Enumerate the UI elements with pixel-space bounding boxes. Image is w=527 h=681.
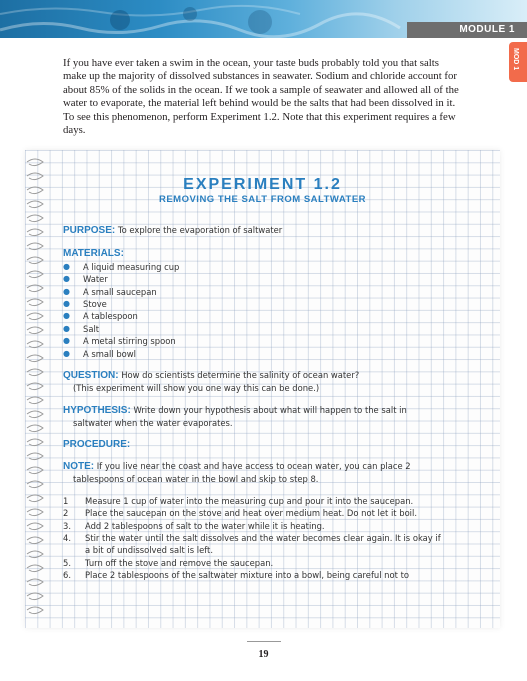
question-text: How do scientists determine the salinity of ocean water? — [118, 369, 360, 380]
module-label: MODULE 1 — [459, 24, 515, 35]
question-note: (This experiment will show you one way this can be done.) — [73, 383, 320, 394]
material-item — [63, 261, 473, 273]
step-text: Stir the water until the salt dissolves and the water becomes clear again. It is okay if — [85, 533, 441, 543]
hypothesis-label: HYPOTHESIS: — [63, 404, 131, 416]
intro-paragraph: If you have ever taken a swim in the ocean, your taste buds probably told you that salts make up the majority of dissolved substances in seawater. Sodium and chloride account for about 85% of the solids in the ocean. If we took a sample of seawater and allowed all of the water to evaporate, the material left behind would be the salts that had been dissolved in it. To see this phenomenon, perform Experiment 1.2. Note that this experiment requires a few days. — [63, 57, 459, 137]
material-text: A liquid measuring cup — [83, 261, 180, 272]
notebook-spiral-graphic — [25, 150, 47, 628]
procedure-label: PROCEDURE: — [63, 438, 131, 450]
spiral-loop — [27, 313, 43, 320]
bullet-icon: ● — [63, 348, 70, 358]
procedure-step — [63, 495, 473, 507]
material-item — [63, 273, 473, 285]
step-text: Place the saucepan on the stove and heat over medium heat. Do not let it boil. — [85, 508, 418, 519]
spiral-loop — [27, 411, 43, 418]
materials-list — [63, 261, 473, 360]
material-text: A small bowl — [83, 348, 136, 359]
procedure-step — [63, 557, 473, 569]
spiral-loop — [27, 481, 43, 488]
spiral-loop — [27, 327, 43, 334]
bullet-icon: ● — [63, 261, 70, 271]
hypothesis-text-continued: saltwater when the water evaporates. — [73, 418, 233, 429]
spiral-loop — [27, 537, 43, 544]
material-text: A small saucepan — [83, 286, 157, 297]
spiral-loop — [27, 495, 43, 502]
material-item — [63, 310, 473, 322]
step-text: Place 2 tablespoons of the saltwater mixture into a bowl, being careful not to — [85, 570, 409, 581]
footer-rule — [247, 641, 281, 642]
step-text: Add 2 tablespoons of salt to the water while it is heating. — [85, 520, 325, 531]
spiral-loop — [27, 369, 43, 376]
spiral-loop — [27, 439, 43, 446]
spiral-loop — [27, 565, 43, 572]
material-item — [63, 323, 473, 335]
purpose-text: To explore the evaporation of saltwater — [115, 225, 283, 235]
step-number: 6. — [63, 570, 71, 581]
spiral-loop — [27, 551, 43, 558]
page-number: 19 — [258, 649, 269, 660]
spiral-loop — [27, 593, 43, 600]
spiral-loop — [27, 243, 43, 250]
hypothesis-text: Write down your hypothesis about what will happen to the salt in — [130, 404, 407, 415]
spiral-loop — [27, 257, 43, 264]
material-text: Stove — [83, 298, 107, 309]
procedure-steps — [63, 495, 473, 582]
material-text: Water — [83, 274, 108, 285]
experiment-content — [63, 224, 473, 582]
spiral-loop — [27, 425, 43, 432]
intro-text — [63, 57, 463, 137]
spiral-loop — [27, 453, 43, 460]
step-number: 3. — [63, 520, 71, 531]
spiral-loop — [27, 299, 43, 306]
material-text: A metal stirring spoon — [83, 336, 176, 347]
experiment-box — [25, 150, 500, 628]
step-number: 4. — [63, 533, 71, 543]
spiral-loop — [27, 271, 43, 278]
experiment-subtitle: REMOVING THE SALT FROM SALTWATER — [158, 194, 367, 205]
spiral-loop — [27, 285, 43, 292]
spiral-loop — [27, 579, 43, 586]
material-item — [63, 335, 473, 347]
material-text: A tablespoon — [83, 311, 138, 322]
spiral-loop — [27, 397, 43, 404]
note-text: If you live near the coast and have access to ocean water, you can place 2 — [94, 460, 411, 471]
procedure-step — [63, 507, 473, 519]
procedure-step — [63, 532, 473, 557]
note-text-continued: tablespoons of ocean water in the bowl and skip to step 8. — [73, 474, 319, 485]
side-tab-label: MOD 1 — [512, 48, 519, 71]
material-item — [63, 298, 473, 310]
experiment-title: EXPERIMENT 1.2 — [183, 176, 342, 193]
bullet-icon: ● — [63, 336, 70, 346]
step-text: Turn off the stove and remove the saucepan. — [85, 557, 274, 568]
spiral-loop — [27, 159, 43, 166]
procedure-step — [63, 569, 473, 581]
material-text: Salt — [83, 323, 100, 334]
spiral-loop — [27, 523, 43, 530]
note-label: NOTE: — [63, 460, 95, 472]
spiral-loop — [27, 509, 43, 516]
purpose-line — [63, 224, 473, 237]
side-tab — [509, 42, 527, 82]
bullet-icon: ● — [63, 286, 70, 296]
bullet-icon: ● — [63, 311, 70, 321]
bullet-icon: ● — [63, 323, 70, 333]
step-text-continued: a bit of undissolved salt is left. — [85, 545, 213, 556]
procedure-step — [63, 520, 473, 532]
step-number: 1 — [63, 495, 69, 506]
spiral-loop — [27, 383, 43, 390]
purpose-label: PURPOSE: — [63, 225, 116, 236]
note-line — [63, 460, 473, 473]
spiral-loop — [27, 607, 43, 614]
step-number: 2 — [63, 508, 69, 519]
bullet-icon: ● — [63, 298, 70, 308]
spiral-loop — [27, 215, 43, 222]
question-label: QUESTION: — [63, 369, 119, 381]
bullet-icon: ● — [63, 274, 70, 284]
spiral-loop — [27, 341, 43, 348]
spiral-loop — [27, 355, 43, 362]
step-text: Measure 1 cup of water into the measuring cup and pour it into the saucepan. — [85, 495, 414, 506]
step-number: 5. — [63, 557, 71, 568]
spiral-loop — [27, 467, 43, 474]
materials-label: MATERIALS: — [63, 248, 124, 260]
question-line — [63, 369, 473, 382]
material-item — [63, 286, 473, 298]
hypothesis-line — [63, 404, 473, 417]
spiral-loop — [27, 229, 43, 236]
material-item — [63, 348, 473, 360]
